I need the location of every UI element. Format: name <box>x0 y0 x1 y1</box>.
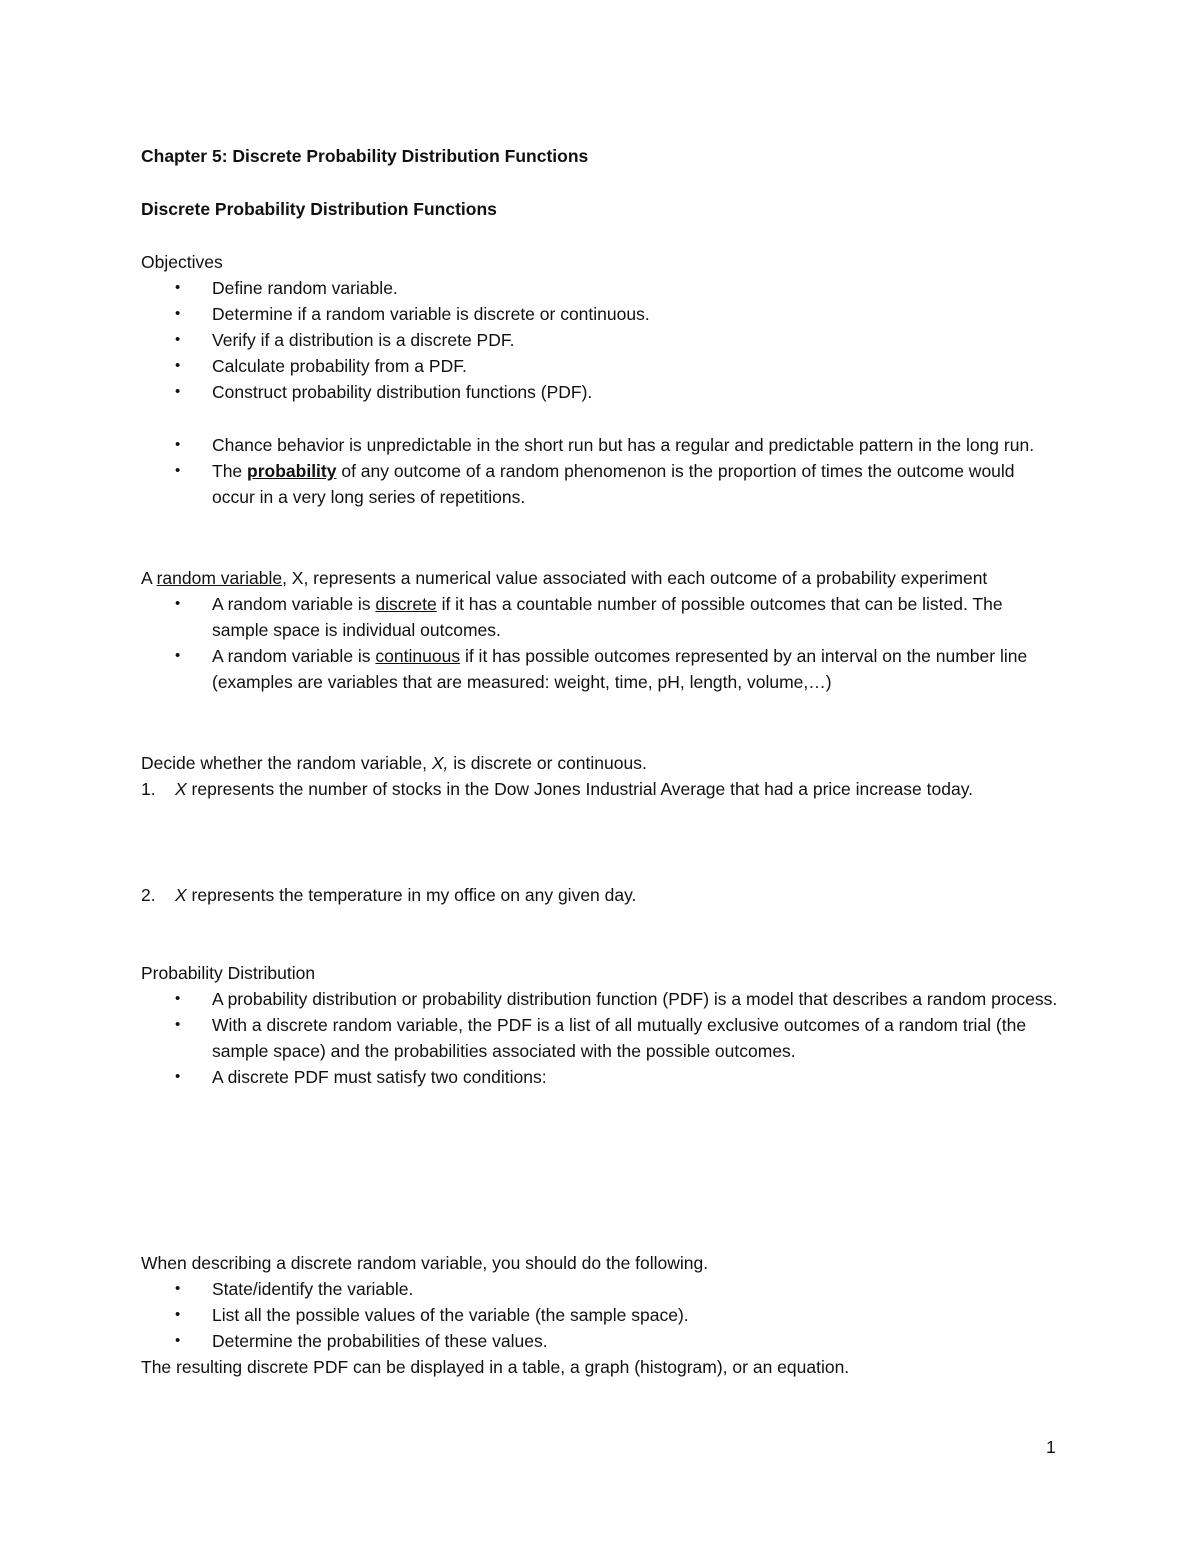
decide-section <box>141 750 1060 802</box>
probability-distribution-heading: Probability Distribution <box>141 963 316 983</box>
list-text: if it has possible outcomes represented by an interval on the number line (examples are variables that are measured: weight, time, pH, length, volume,…) <box>212 646 1028 692</box>
list-item: • Define random variable. <box>141 275 1060 301</box>
list-item: • List all the possible values of the variable (the sample space). <box>141 1302 1060 1328</box>
list-item: • Determine the probabilities of these values. <box>141 1328 1060 1354</box>
question-number: 2. <box>141 885 156 905</box>
describing-section <box>141 1250 1060 1380</box>
objectives-section <box>141 249 1060 405</box>
list-text: A random variable is <box>212 594 376 614</box>
objectives-heading: Objectives <box>141 252 223 272</box>
list-item <box>141 643 1060 695</box>
list-item <box>141 458 1060 510</box>
decide-prompt <box>141 750 1060 776</box>
list-item: • Determine if a random variable is discrete or continuous. <box>141 301 1060 327</box>
definition-text: , X, represents a numerical value associated with each outcome of a probability experiment <box>282 568 988 588</box>
list-item <box>141 591 1060 643</box>
prompt-text: Decide whether the random variable, <box>141 753 432 773</box>
list-item: • A probability distribution or probability distribution function (PDF) is a model that describes a random process. <box>141 986 1060 1012</box>
list-item: • Verify if a distribution is a discrete PDF. <box>141 327 1060 353</box>
list-item: • With a discrete random variable, the PDF is a list of all mutually exclusive outcomes of a random trial (the sample space) and the probabilities associated with the possible outcomes. <box>141 1012 1060 1064</box>
probability-term: probability <box>247 461 337 481</box>
random-variable-term: random variable <box>156 568 283 588</box>
list-text: A random variable is <box>212 646 376 666</box>
chance-list <box>141 432 1060 510</box>
question-text: represents the number of stocks in the Dow Jones Industrial Average that had a price increase today. <box>186 779 974 799</box>
chapter-title: Chapter 5: Discrete Probability Distribution Functions <box>141 146 589 166</box>
list-item: • Chance behavior is unpredictable in the short run but has a regular and predictable pattern in the long run. <box>141 432 1060 458</box>
describing-list <box>141 1276 1060 1354</box>
probability-distribution-section <box>141 960 1060 1090</box>
list-item: • Construct probability distribution functions (PDF). <box>141 379 1060 405</box>
question-1 <box>141 776 1060 802</box>
section-title: Discrete Probability Distribution Functions <box>141 199 497 219</box>
list-item: • State/identify the variable. <box>141 1276 1060 1302</box>
prompt-text: is discrete or continuous. <box>448 753 647 773</box>
question-2-block <box>141 882 1060 908</box>
question-2 <box>141 882 1060 908</box>
question-number: 1. <box>141 779 156 799</box>
list-item: • A discrete PDF must satisfy two conditions: <box>141 1064 1060 1090</box>
objectives-list <box>141 275 1060 405</box>
question-text: represents the temperature in my office on any given day. <box>186 885 637 905</box>
random-variable-definition <box>141 565 1060 591</box>
question-variable: X <box>175 779 187 799</box>
definition-text: A <box>141 568 157 588</box>
list-text: The <box>212 461 248 481</box>
question-list <box>141 882 1060 908</box>
list-text: if it has a countable number of possible outcomes that can be listed. The sample space is individual outcomes. <box>212 594 1003 640</box>
describing-intro: When describing a discrete random variable, you should do the following. <box>141 1253 709 1273</box>
list-item: • Calculate probability from a PDF. <box>141 353 1060 379</box>
chance-section <box>141 432 1060 510</box>
random-variable-list <box>141 591 1060 695</box>
continuous-term: continuous <box>375 646 461 666</box>
question-variable: X <box>175 885 187 905</box>
describing-closing: The resulting discrete PDF can be displayed in a table, a graph (histogram), or an equation. <box>141 1357 850 1377</box>
list-text: of any outcome of a random phenomenon is the proportion of times the outcome would occur in a very long series of repetitions. <box>212 461 1015 507</box>
page-number: 1 <box>1046 1437 1056 1457</box>
probability-distribution-list <box>141 986 1060 1090</box>
discrete-term: discrete <box>375 594 437 614</box>
question-list <box>141 776 1060 802</box>
random-variable-section <box>141 565 1060 695</box>
prompt-variable: X, <box>431 753 449 773</box>
